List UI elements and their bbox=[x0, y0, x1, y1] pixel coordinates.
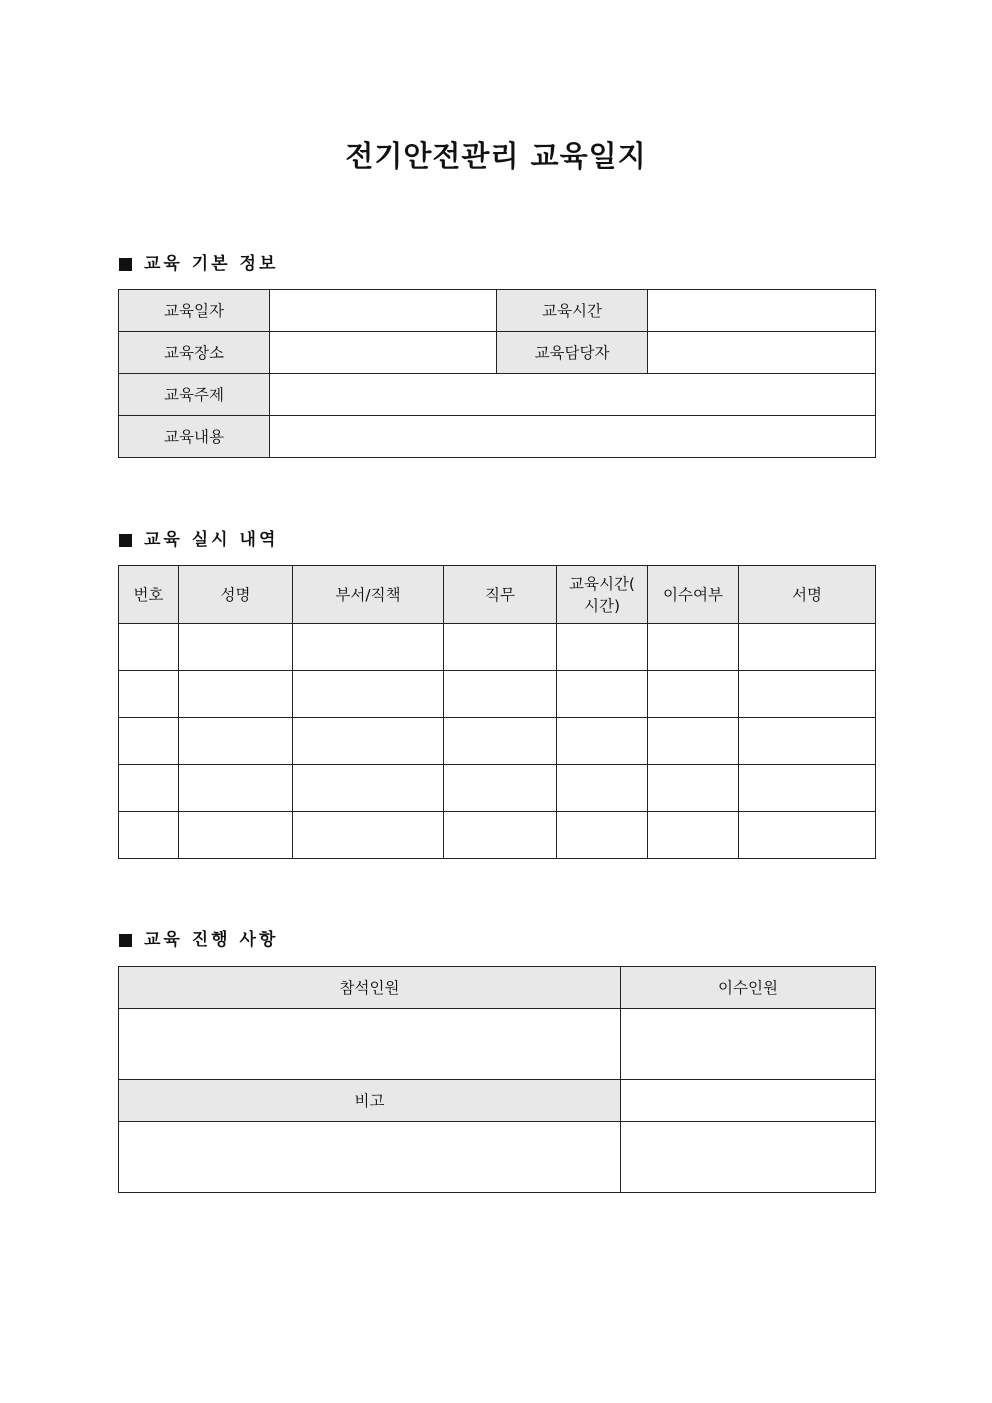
table-cell[interactable] bbox=[648, 718, 739, 765]
table-row bbox=[119, 1009, 876, 1080]
table-cell[interactable] bbox=[179, 671, 293, 718]
basic-info-table bbox=[118, 289, 876, 458]
table-cell[interactable] bbox=[444, 765, 557, 812]
table-cell[interactable] bbox=[293, 624, 444, 671]
place-label: 교육장소 bbox=[119, 332, 270, 374]
table-cell[interactable] bbox=[739, 812, 876, 859]
table-cell[interactable] bbox=[557, 624, 648, 671]
table-cell[interactable] bbox=[648, 624, 739, 671]
section-heading-attendance bbox=[119, 528, 278, 552]
table-row bbox=[119, 1080, 876, 1122]
manager-field[interactable] bbox=[648, 332, 876, 374]
table-cell[interactable] bbox=[293, 718, 444, 765]
extra-field-2[interactable] bbox=[621, 1122, 876, 1193]
completed-label: 이수인원 bbox=[621, 967, 876, 1009]
column-header-name: 성명 bbox=[179, 566, 293, 624]
table-cell[interactable] bbox=[648, 765, 739, 812]
table-row bbox=[119, 416, 876, 458]
progress-table bbox=[118, 966, 876, 1193]
table-cell[interactable] bbox=[557, 812, 648, 859]
table-cell[interactable] bbox=[293, 671, 444, 718]
table-cell[interactable] bbox=[648, 812, 739, 859]
square-bullet-icon bbox=[119, 934, 132, 947]
section-heading-progress bbox=[119, 928, 278, 952]
table-cell[interactable] bbox=[444, 718, 557, 765]
table-row bbox=[119, 967, 876, 1009]
table-cell[interactable] bbox=[119, 765, 179, 812]
table-row bbox=[119, 332, 876, 374]
content-field[interactable] bbox=[270, 416, 876, 458]
table-cell[interactable] bbox=[739, 671, 876, 718]
table-row bbox=[119, 624, 876, 671]
table-cell[interactable] bbox=[739, 718, 876, 765]
topic-field[interactable] bbox=[270, 374, 876, 416]
completed-field[interactable] bbox=[621, 1009, 876, 1080]
column-header-hours: 교육시간( 시간) bbox=[557, 566, 648, 624]
column-header-department: 부서/직책 bbox=[293, 566, 444, 624]
table-cell[interactable] bbox=[293, 765, 444, 812]
table-cell[interactable] bbox=[119, 718, 179, 765]
column-header-duty: 직무 bbox=[444, 566, 557, 624]
table-row bbox=[119, 718, 876, 765]
section-heading-text: 교육 실시 내역 bbox=[144, 530, 279, 550]
date-field[interactable] bbox=[270, 290, 497, 332]
table-row bbox=[119, 1122, 876, 1193]
section-heading-basic-info bbox=[119, 252, 278, 276]
manager-label: 교육담당자 bbox=[497, 332, 648, 374]
table-row bbox=[119, 812, 876, 859]
table-cell[interactable] bbox=[179, 718, 293, 765]
table-cell[interactable] bbox=[119, 812, 179, 859]
table-cell[interactable] bbox=[179, 624, 293, 671]
attendees-field[interactable] bbox=[119, 1009, 621, 1080]
table-cell[interactable] bbox=[739, 624, 876, 671]
table-row bbox=[119, 290, 876, 332]
table-cell[interactable] bbox=[739, 765, 876, 812]
remarks-label: 비고 bbox=[119, 1080, 621, 1122]
column-header-signature: 서명 bbox=[739, 566, 876, 624]
section-heading-text: 교육 진행 사항 bbox=[144, 930, 279, 950]
table-cell[interactable] bbox=[444, 812, 557, 859]
extra-field-1[interactable] bbox=[621, 1080, 876, 1122]
square-bullet-icon bbox=[119, 258, 132, 271]
table-cell[interactable] bbox=[444, 671, 557, 718]
table-row bbox=[119, 374, 876, 416]
topic-label: 교육주제 bbox=[119, 374, 270, 416]
table-cell[interactable] bbox=[293, 812, 444, 859]
table-header-row bbox=[119, 566, 876, 624]
table-row bbox=[119, 765, 876, 812]
table-cell[interactable] bbox=[179, 765, 293, 812]
section-heading-text: 교육 기본 정보 bbox=[144, 254, 279, 274]
table-cell[interactable] bbox=[119, 671, 179, 718]
column-header-number: 번호 bbox=[119, 566, 179, 624]
table-cell[interactable] bbox=[557, 671, 648, 718]
time-label: 교육시간 bbox=[497, 290, 648, 332]
table-cell[interactable] bbox=[444, 624, 557, 671]
remarks-field[interactable] bbox=[119, 1122, 621, 1193]
time-field[interactable] bbox=[648, 290, 876, 332]
table-row bbox=[119, 671, 876, 718]
table-cell[interactable] bbox=[557, 718, 648, 765]
attendees-label: 참석인원 bbox=[119, 967, 621, 1009]
content-label: 교육내용 bbox=[119, 416, 270, 458]
date-label: 교육일자 bbox=[119, 290, 270, 332]
square-bullet-icon bbox=[119, 534, 132, 547]
table-cell[interactable] bbox=[119, 624, 179, 671]
table-cell[interactable] bbox=[179, 812, 293, 859]
table-cell[interactable] bbox=[557, 765, 648, 812]
column-header-completion: 이수여부 bbox=[648, 566, 739, 624]
page-title: 전기안전관리 교육일지 bbox=[345, 139, 647, 173]
table-cell[interactable] bbox=[648, 671, 739, 718]
attendance-table bbox=[118, 565, 876, 859]
place-field[interactable] bbox=[270, 332, 497, 374]
